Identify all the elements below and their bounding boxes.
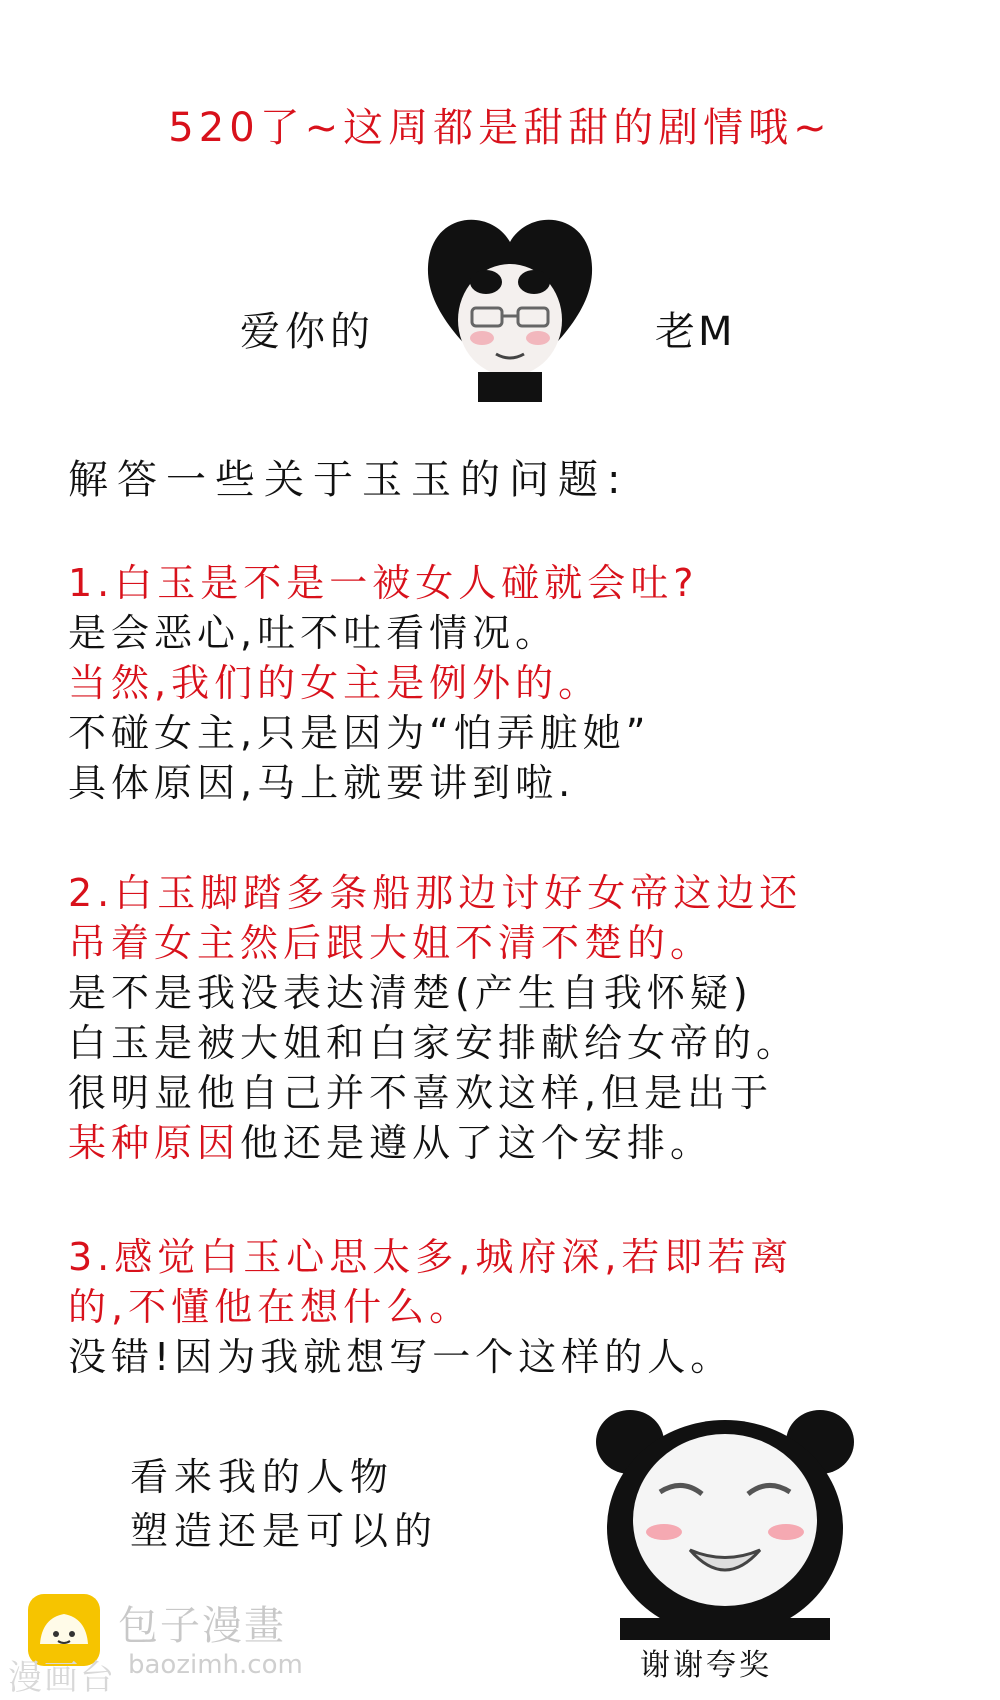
watermark-brand-secondary: 漫画台 (8, 1658, 116, 1698)
answer-line: 白玉是被大姐和白家安排献给女帝的。 (68, 1021, 800, 1065)
answer-line: 具体原因,马上就要讲到啦. (68, 761, 576, 805)
page-title: 520了~这周都是甜甜的剧情哦~ (168, 105, 832, 151)
question-2-cont: 吊着女主然后跟大姐不清不楚的。 (68, 921, 714, 965)
answer-line: 不碰女主,只是因为“怕弄脏她” (68, 711, 651, 755)
signature-name: 老M (655, 309, 736, 355)
author-avatar-sticker (420, 212, 600, 402)
answer-line-highlight: 当然,我们的女主是例外的。 (68, 661, 602, 705)
closing-line-2: 塑造还是可以的 (130, 1509, 439, 1553)
answer-line: 没错!因为我就想写一个这样的人。 (68, 1335, 734, 1379)
answer-line: 是不是我没表达清楚(产生自我怀疑) (68, 971, 753, 1015)
qa-block-3 (68, 1232, 993, 1382)
answer-line-mixed (68, 1118, 993, 1168)
highlight-phrase: 某种原因 (68, 1121, 241, 1165)
qa-block-1 (68, 558, 993, 808)
qa-block-2 (68, 868, 993, 1168)
sticker-caption: 谢谢夸奖 (640, 1648, 772, 1683)
answer-phrase: 他还是遵从了这个安排。 (240, 1121, 714, 1165)
section-heading: 解答一些关于玉玉的问题: (68, 457, 630, 503)
watermark-brand: 包子漫畫 (118, 1603, 286, 1649)
answer-line: 很明显他自己并不喜欢这样,但是出于 (68, 1071, 774, 1115)
watermark-url: baozimh.com (128, 1650, 303, 1680)
panda-meme-sticker (590, 1400, 860, 1640)
signature-prefix: 爱你的 (240, 309, 375, 355)
question-2: 2.白玉脚踏多条船那边讨好女帝这边还 (68, 871, 803, 915)
question-1: 1.白玉是不是一被女人碰就会吐? (68, 561, 699, 605)
question-3: 3.感觉白玉心思太多,城府深,若即若离 (68, 1235, 794, 1279)
closing-line-1: 看来我的人物 (130, 1455, 395, 1499)
answer-line: 是会恶心,吐不吐看情况。 (68, 611, 559, 655)
question-3-cont: 的,不懂他在想什么。 (68, 1285, 473, 1329)
closing-remark (130, 1450, 438, 1558)
